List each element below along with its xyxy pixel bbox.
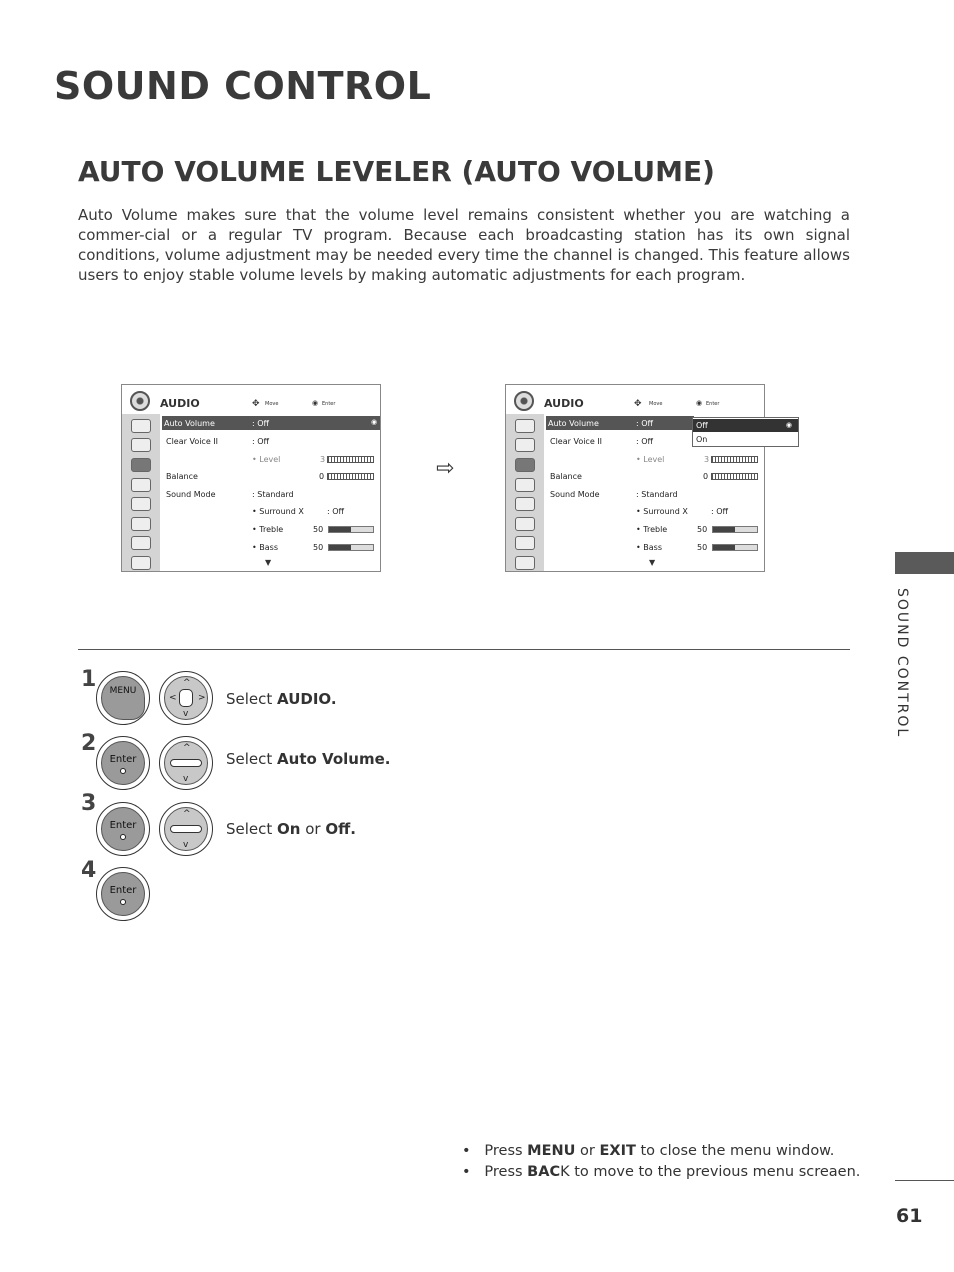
category-rail — [122, 414, 160, 571]
speaker-icon — [130, 391, 150, 411]
step-number-3: 3 — [81, 791, 97, 816]
auto-volume-dropdown[interactable] — [692, 417, 799, 447]
up-arrow-icon[interactable]: ^ — [183, 809, 191, 819]
lock-icon[interactable] — [131, 517, 151, 531]
level-bar — [711, 456, 758, 463]
balance-label[interactable]: Balance — [166, 472, 198, 481]
bass-value: 50 — [313, 543, 324, 552]
enter-icon: ◉ — [371, 418, 378, 426]
right-arrow-icon[interactable]: > — [198, 693, 206, 703]
surround-label[interactable]: • Surround X — [252, 507, 304, 516]
dropdown-option-on[interactable]: On — [696, 435, 708, 444]
clear-voice-value: : Off — [636, 437, 654, 446]
sound-mode-value: : Standard — [252, 490, 294, 499]
enter-icon: ◉ — [312, 399, 319, 407]
up-arrow-icon[interactable]: ^ — [183, 678, 191, 688]
sound-mode-label[interactable]: Sound Mode — [550, 490, 600, 499]
audio-icon[interactable] — [131, 458, 151, 472]
sidebar-tab — [895, 552, 954, 574]
level-value: 3 — [320, 455, 326, 464]
bass-value: 50 — [697, 543, 708, 552]
level-value: 3 — [704, 455, 710, 464]
treble-value: 50 — [313, 525, 324, 534]
bass-bar — [328, 544, 374, 551]
page-number-rule — [895, 1180, 954, 1181]
enter-button[interactable] — [96, 736, 150, 790]
auto-volume-value: : Off — [636, 419, 654, 428]
audio-menu-screen-2 — [505, 384, 765, 572]
menu-title: AUDIO — [160, 397, 200, 410]
lock-icon[interactable] — [515, 517, 535, 531]
input-icon[interactable] — [131, 536, 151, 550]
menu-button-label: MENU — [109, 686, 137, 696]
move-arrows-icon: ✥ — [634, 399, 642, 409]
bass-label[interactable]: • Bass — [636, 543, 662, 552]
move-arrows-icon: ✥ — [252, 399, 260, 409]
step-number-1: 1 — [81, 667, 97, 692]
sound-mode-value: : Standard — [636, 490, 678, 499]
clear-voice-value: : Off — [252, 437, 270, 446]
dropdown-option-off-label: Off — [696, 421, 708, 430]
picture-icon[interactable] — [131, 419, 151, 433]
enter-dot-icon — [120, 834, 126, 840]
note-back: • Press BACK to move to the previous menu screaen. — [462, 1164, 861, 1180]
note-close-menu: • Press MENU or EXIT to close the menu window. — [462, 1143, 835, 1159]
enter-hint: Enter — [322, 401, 336, 407]
treble-bar — [712, 526, 758, 533]
level-label: • Level — [252, 455, 281, 464]
level-bar — [327, 456, 374, 463]
down-arrow-icon[interactable]: v — [183, 774, 189, 784]
enter-dot-icon — [120, 768, 126, 774]
level-label: • Level — [636, 455, 665, 464]
enter-button[interactable] — [96, 802, 150, 856]
audio-icon[interactable] — [515, 458, 535, 472]
screen-icon[interactable] — [131, 438, 151, 452]
surround-label[interactable]: • Surround X — [636, 507, 688, 516]
bass-label[interactable]: • Bass — [252, 543, 278, 552]
step-number-4: 4 — [81, 858, 97, 883]
left-arrow-icon[interactable]: < — [169, 693, 177, 703]
step-number-2: 2 — [81, 731, 97, 756]
down-arrow-icon[interactable]: v — [183, 840, 189, 850]
time-icon[interactable] — [131, 478, 151, 492]
balance-value: 0 — [703, 472, 709, 481]
clear-voice-label[interactable]: Clear Voice II — [166, 437, 219, 446]
auto-volume-value: : Off — [252, 419, 270, 428]
more-down-icon[interactable]: ▼ — [649, 558, 656, 567]
treble-value: 50 — [697, 525, 708, 534]
balance-label[interactable]: Balance — [550, 472, 582, 481]
step-2-instruction: Select Auto Volume. — [226, 750, 391, 768]
enter-button-label: Enter — [109, 754, 137, 765]
dropdown-option-off[interactable] — [693, 419, 798, 432]
enter-button-label: Enter — [109, 885, 137, 896]
audio-menu-screen-1 — [121, 384, 381, 572]
enter-icon: ◉ — [785, 421, 792, 429]
sound-mode-label[interactable]: Sound Mode — [166, 490, 216, 499]
up-down-pad[interactable] — [159, 802, 213, 856]
move-hint: Move — [265, 401, 279, 407]
input-icon[interactable] — [515, 536, 535, 550]
section-title: AUTO VOLUME LEVELER (AUTO VOLUME) — [78, 155, 715, 188]
surround-value: : Off — [711, 507, 729, 516]
clear-voice-label[interactable]: Clear Voice II — [550, 437, 603, 446]
hollow-right-arrow-icon: ⇨ — [436, 456, 455, 481]
auto-volume-label[interactable]: Auto Volume — [164, 419, 215, 428]
category-rail — [506, 414, 544, 571]
menu-title: AUDIO — [544, 397, 584, 410]
enter-icon: ◉ — [696, 399, 703, 407]
option-icon[interactable] — [515, 497, 535, 511]
move-hint: Move — [649, 401, 663, 407]
treble-label[interactable]: • Treble — [252, 525, 284, 534]
movie-icon[interactable] — [131, 556, 151, 570]
up-down-pad[interactable] — [159, 736, 213, 790]
down-arrow-icon[interactable]: v — [183, 709, 189, 719]
treble-label[interactable]: • Treble — [636, 525, 668, 534]
movie-icon[interactable] — [515, 556, 535, 570]
speaker-icon — [514, 391, 534, 411]
time-icon[interactable] — [515, 478, 535, 492]
bass-bar — [712, 544, 758, 551]
menu-button[interactable] — [96, 671, 150, 725]
surround-value: : Off — [327, 507, 345, 516]
step-3-instruction: Select On or Off. — [226, 820, 356, 838]
navigation-pad[interactable] — [159, 671, 213, 725]
step-1-instruction: Select AUDIO. — [226, 690, 337, 708]
enter-dot-icon — [120, 899, 126, 905]
enter-button-label: Enter — [109, 820, 137, 831]
sidebar-section-label: SOUND CONTROL — [894, 588, 910, 739]
page-number: 61 — [896, 1205, 923, 1227]
enter-button[interactable] — [96, 867, 150, 921]
balance-bar — [711, 473, 758, 480]
auto-volume-label[interactable]: Auto Volume — [548, 419, 599, 428]
balance-bar — [327, 473, 374, 480]
more-down-icon[interactable]: ▼ — [265, 558, 272, 567]
up-arrow-icon[interactable]: ^ — [183, 743, 191, 753]
divider — [78, 649, 850, 650]
option-icon[interactable] — [131, 497, 151, 511]
treble-bar — [328, 526, 374, 533]
balance-value: 0 — [319, 472, 325, 481]
page-title: SOUND CONTROL — [54, 64, 432, 108]
picture-icon[interactable] — [515, 419, 535, 433]
intro-paragraph: Auto Volume makes sure that the volume level remains consistent whether you are watching a commer-cial or a regular TV program. Because each broadcasting station has its own signal conditions, volume adjustment may be needed every time the channel is changed. This feature allows users to enjoy stable volume levels by making automatic adjustments for each program. — [78, 206, 850, 284]
enter-hint: Enter — [706, 401, 720, 407]
screen-icon[interactable] — [515, 438, 535, 452]
